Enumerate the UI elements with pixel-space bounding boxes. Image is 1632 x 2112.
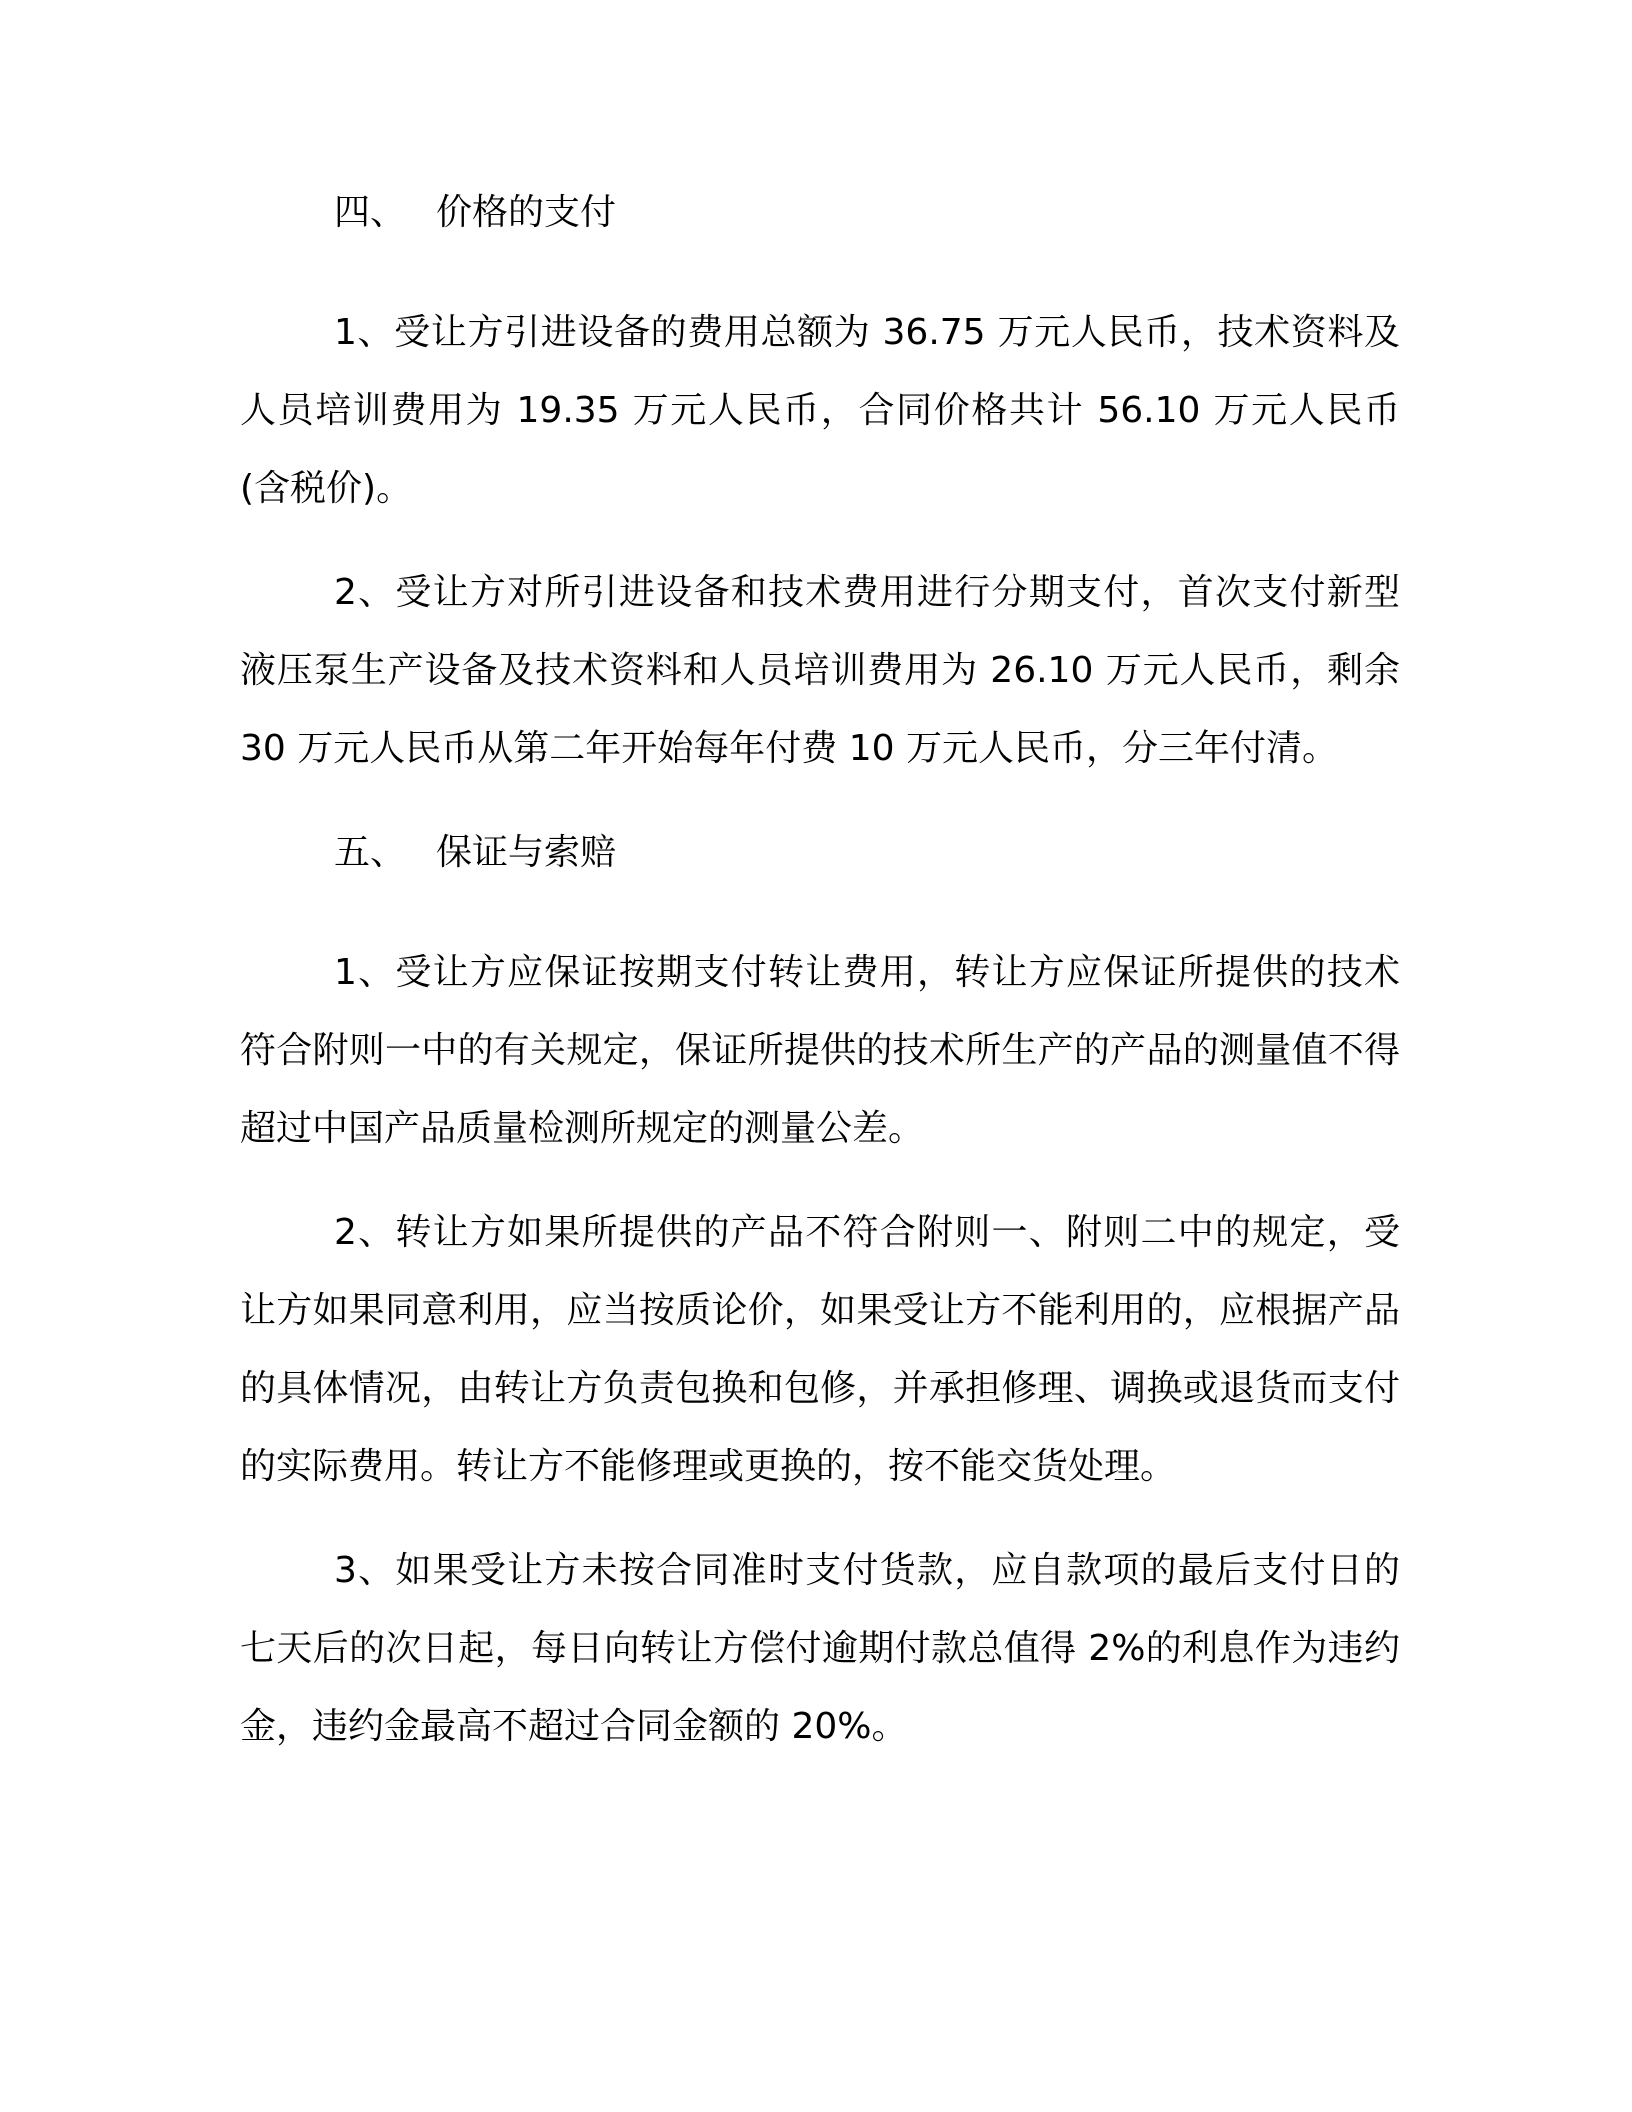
section-heading-guarantee-claims xyxy=(334,830,1400,876)
paragraph: 1、受让方应保证按期支付转让费用，转让方应保证所提供的技术符合附则一中的有关规定，保证所提供的技术所生产的产品的测量值不得超过中国产品质量检测所规定的测量公差。 xyxy=(240,952,1400,1149)
section-number: 五、 xyxy=(334,832,407,873)
paragraph: 2、受让方对所引进设备和技术费用进行分期支付，首次支付新型液压泵生产设备及技术资料和人员培训费用为 26.10 万元人民币，剩余 30 万元人民币从第二年开始每年付费 10 万元人民币，分三年付清。 xyxy=(240,572,1400,769)
paragraph: 3、如果受让方未按合同准时支付货款，应自款项的最后支付日的七天后的次日起，每日向转让方偿付逾期付款总值得 2%的利息作为违约金，违约金最高不超过合同金额的 20%。 xyxy=(240,1550,1400,1747)
paragraph: 1、受让方引进设备的费用总额为 36.75 万元人民币，技术资料及人员培训费用为 19.35 万元人民币，合同价格共计 56.10 万元人民币(含税价)。 xyxy=(240,312,1400,509)
section-number: 四、 xyxy=(334,192,407,233)
paragraph: 2、转让方如果所提供的产品不符合附则一、附则二中的规定，受让方如果同意利用，应当按质论价，如果受让方不能利用的，应根据产品的具体情况，由转让方负责包换和包修，并承担修理、调换或退货而支付的实际费用。转让方不能修理或更换的，按不能交货处理。 xyxy=(240,1212,1400,1487)
section-title: 价格的支付 xyxy=(436,192,617,233)
section-title: 保证与索赔 xyxy=(436,832,617,873)
section-heading-price-payment xyxy=(334,190,1400,236)
document-body xyxy=(240,190,1400,1792)
